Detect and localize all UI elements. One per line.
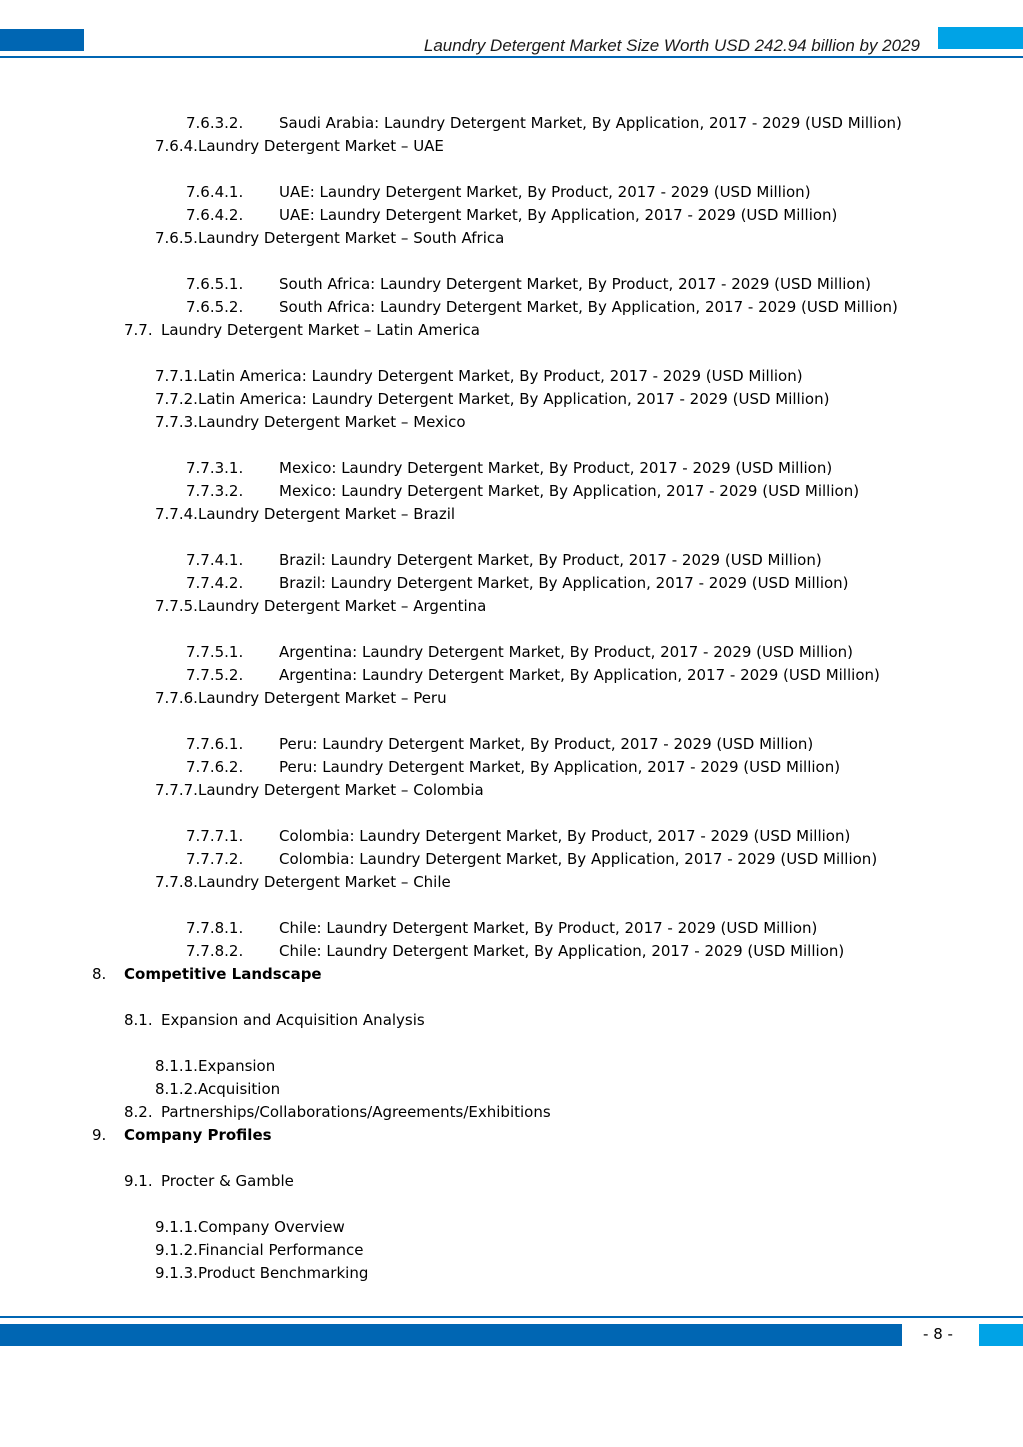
toc-entry-title: Laundry Detergent Market – Peru (198, 689, 447, 707)
toc-entry-number: 8.1. (124, 1011, 153, 1029)
toc-entry-title: Expansion and Acquisition Analysis (161, 1011, 425, 1029)
toc-entry-number: 7.7.6.2. (186, 758, 244, 776)
toc-entry-title: UAE: Laundry Detergent Market, By Application, 2017 - 2029 (USD Million) (279, 206, 838, 224)
toc-entry-number: 7.7.2. (155, 390, 198, 408)
page-header (0, 0, 1023, 62)
toc-entry-title: Mexico: Laundry Detergent Market, By Application, 2017 - 2029 (USD Million) (279, 482, 860, 500)
toc-entry-title: Latin America: Laundry Detergent Market, By Product, 2017 - 2029 (USD Million) (198, 367, 803, 385)
toc-entry-number: 7.7.8.1. (186, 919, 244, 937)
toc-entry-title: Chile: Laundry Detergent Market, By Application, 2017 - 2029 (USD Million) (279, 942, 845, 960)
toc-entry-title: Colombia: Laundry Detergent Market, By Product, 2017 - 2029 (USD Million) (279, 827, 851, 845)
toc-entry-title: UAE: Laundry Detergent Market, By Product, 2017 - 2029 (USD Million) (279, 183, 811, 201)
toc-entry-number: 7.7.5. (155, 597, 198, 615)
toc-entry-title: Procter & Gamble (161, 1172, 294, 1190)
toc-entry-title: Expansion (198, 1057, 276, 1075)
toc-entry-title: Laundry Detergent Market – Colombia (198, 781, 484, 799)
toc-entry-title: Financial Performance (198, 1241, 364, 1259)
toc-entry-number: 7.7.4.1. (186, 551, 244, 569)
toc-entry-number: 7.6.5.1. (186, 275, 244, 293)
toc-entry-number: 7.6.4.2. (186, 206, 244, 224)
toc-entry-number: 7.7.5.2. (186, 666, 244, 684)
toc-entry-number: 7.7.7.2. (186, 850, 244, 868)
toc-entry-title: Laundry Detergent Market – Mexico (198, 413, 466, 431)
toc-entry-title: Colombia: Laundry Detergent Market, By Application, 2017 - 2029 (USD Million) (279, 850, 878, 868)
toc-entry-number: 7.7.3. (155, 413, 198, 431)
toc-entry-number: 7.6.4. (155, 137, 198, 155)
footer-divider (0, 1316, 1023, 1318)
toc-entry-number: 9.1.2. (155, 1241, 198, 1259)
toc-entry-number: 9.1.1. (155, 1218, 198, 1236)
toc-entry-title: Laundry Detergent Market – Chile (198, 873, 451, 891)
toc-entry-number: 9.1.3. (155, 1264, 198, 1282)
toc-entry-number: 7.7.8.2. (186, 942, 244, 960)
toc-entry-title: Company Overview (198, 1218, 345, 1236)
toc-entry-title: Laundry Detergent Market – Brazil (198, 505, 456, 523)
header-right-accent-bar (938, 27, 1023, 49)
header-divider (0, 56, 1023, 58)
toc-entry-number: 7.7.5.1. (186, 643, 244, 661)
toc-entry-title: South Africa: Laundry Detergent Market, By Application, 2017 - 2029 (USD Million) (279, 298, 898, 316)
toc-entry-number: 7.6.4.1. (186, 183, 244, 201)
toc-entry-number: 8.1.2. (155, 1080, 198, 1098)
toc-entry-title: Argentina: Laundry Detergent Market, By Application, 2017 - 2029 (USD Million) (279, 666, 880, 684)
toc-entry-title: Peru: Laundry Detergent Market, By Application, 2017 - 2029 (USD Million) (279, 758, 841, 776)
toc-entry-number: 7.7.7.1. (186, 827, 244, 845)
toc-entry-number: 8.1.1. (155, 1057, 198, 1075)
toc-entry-title: Company Profiles (124, 1126, 272, 1144)
toc-entry-number: 8.2. (124, 1103, 153, 1121)
toc-entry-title: Partnerships/Collaborations/Agreements/Exhibitions (161, 1103, 551, 1121)
toc-entry-number: 7.7.3.2. (186, 482, 244, 500)
toc-entry-title: Laundry Detergent Market – Argentina (198, 597, 487, 615)
toc-entry-number: 9.1. (124, 1172, 153, 1190)
toc-entry-title: Chile: Laundry Detergent Market, By Product, 2017 - 2029 (USD Million) (279, 919, 818, 937)
toc-entry-number: 8. (92, 965, 107, 983)
toc-entry-number: 7.7. (124, 321, 153, 339)
toc-entry-number: 7.7.7. (155, 781, 198, 799)
toc-entry-title: Laundry Detergent Market – UAE (198, 137, 444, 155)
toc-entry-number: 7.6.3.2. (186, 114, 244, 132)
toc-entry-number: 7.7.6. (155, 689, 198, 707)
footer-right-accent-bar (979, 1324, 1023, 1346)
toc-entry-number: 7.7.4. (155, 505, 198, 523)
toc-entry-title: Mexico: Laundry Detergent Market, By Product, 2017 - 2029 (USD Million) (279, 459, 833, 477)
toc-entry-title: Laundry Detergent Market – Latin America (161, 321, 480, 339)
header-title: Laundry Detergent Market Size Worth USD 242.94 billion by 2029 (423, 36, 920, 55)
toc-entry-title: Product Benchmarking (198, 1264, 369, 1282)
footer-accent-bar (0, 1324, 902, 1346)
toc-entry-title: Acquisition (198, 1080, 281, 1098)
toc-entry-number: 7.7.3.1. (186, 459, 244, 477)
toc-entry-number: 7.7.8. (155, 873, 198, 891)
toc-entry-number: 7.6.5. (155, 229, 198, 247)
toc-entry-title: Argentina: Laundry Detergent Market, By Product, 2017 - 2029 (USD Million) (279, 643, 853, 661)
toc-entry-number: 7.6.5.2. (186, 298, 244, 316)
toc-entry-title: Latin America: Laundry Detergent Market, By Application, 2017 - 2029 (USD Million) (198, 390, 830, 408)
toc-entry-title: Competitive Landscape (124, 965, 322, 983)
toc-entry-number: 9. (92, 1126, 107, 1144)
toc-entry-number: 7.7.1. (155, 367, 198, 385)
toc-entry-title: South Africa: Laundry Detergent Market, By Product, 2017 - 2029 (USD Million) (279, 275, 871, 293)
toc-entry-title: Laundry Detergent Market – South Africa (198, 229, 505, 247)
toc-entry-title: Brazil: Laundry Detergent Market, By Product, 2017 - 2029 (USD Million) (279, 551, 822, 569)
toc-entry-title: Brazil: Laundry Detergent Market, By Application, 2017 - 2029 (USD Million) (279, 574, 849, 592)
page-number: - 8 - (923, 1325, 953, 1343)
page-footer (0, 1310, 1023, 1370)
toc-entry-title: Saudi Arabia: Laundry Detergent Market, By Application, 2017 - 2029 (USD Million) (279, 114, 902, 132)
toc-entry-number: 7.7.6.1. (186, 735, 244, 753)
toc-entry-number: 7.7.4.2. (186, 574, 244, 592)
header-left-accent-bar (0, 29, 84, 51)
toc-entry-title: Peru: Laundry Detergent Market, By Product, 2017 - 2029 (USD Million) (279, 735, 814, 753)
